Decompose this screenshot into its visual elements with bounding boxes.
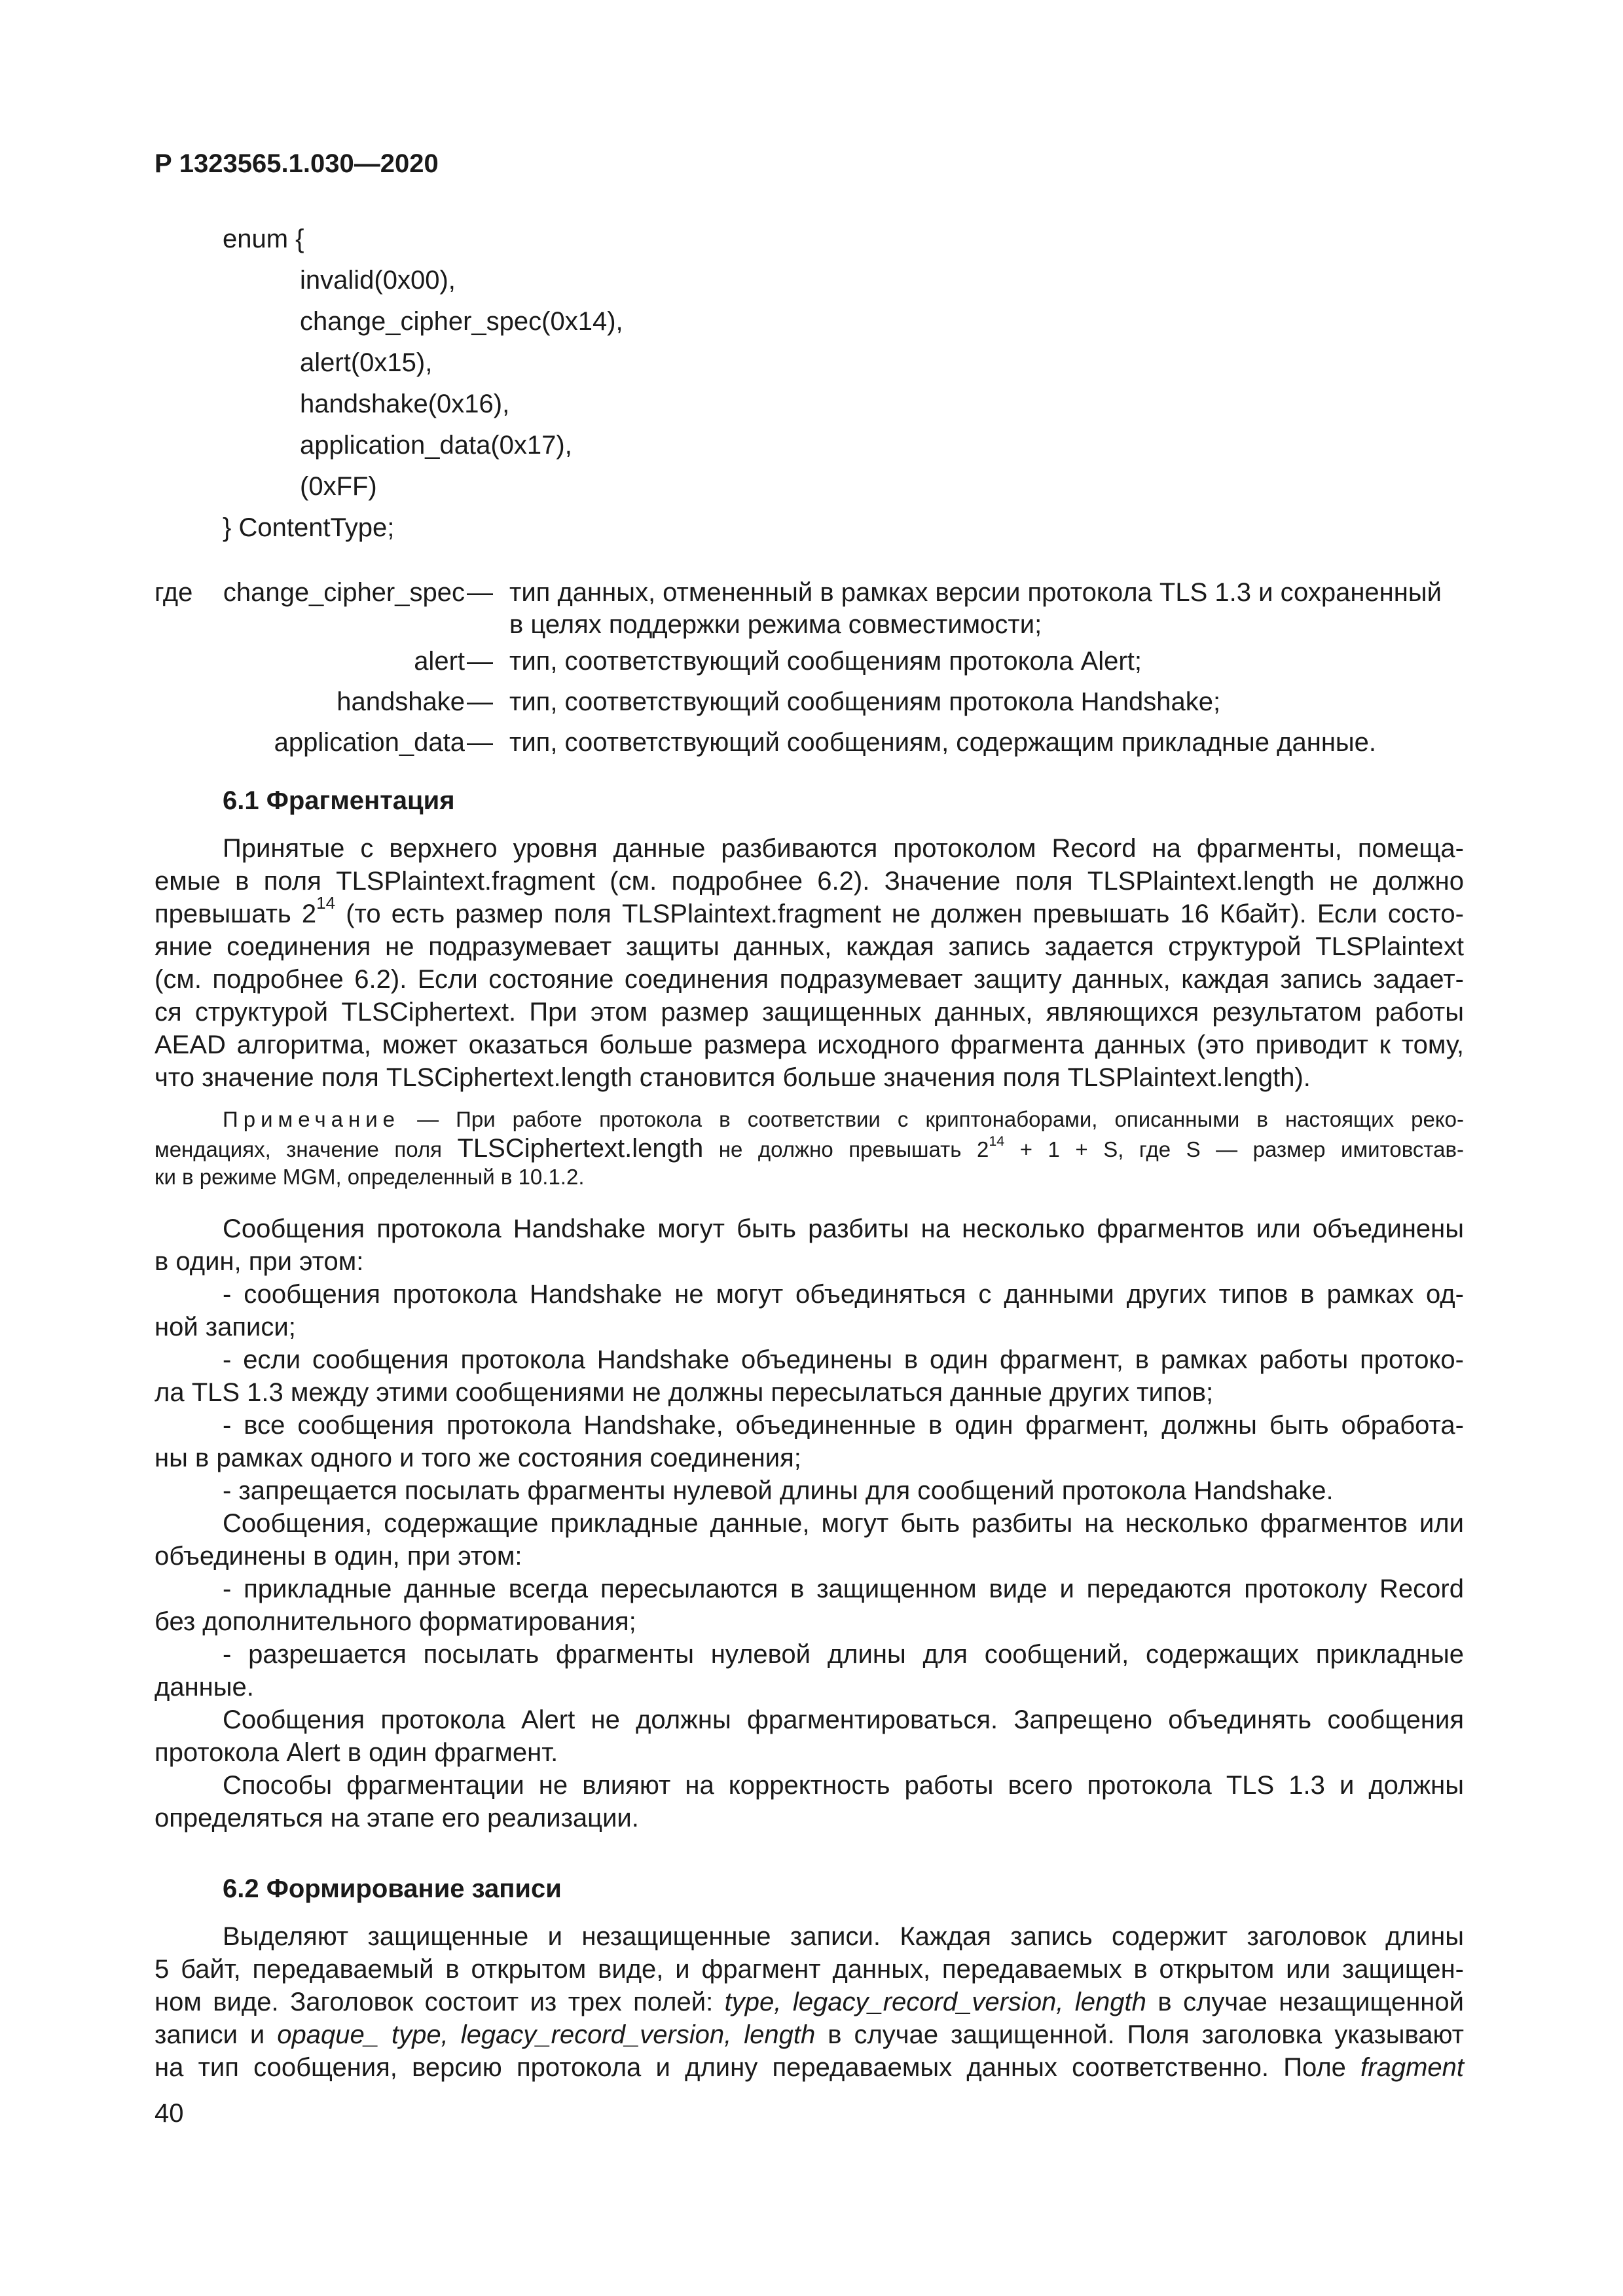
text-line: Примечание — При работе протокола в соответствии с криптонаборами, описанными в настоящих реко- xyxy=(223,1107,1464,1131)
section-61-paragraph xyxy=(155,832,1464,1094)
definition-text: тип, соответствующий сообщениям протокола Handshake; xyxy=(509,687,1221,716)
definition-term: handshake xyxy=(337,687,465,716)
text-line: ла TLS 1.3 между этими сообщениями не должны пересылаться данные других типов; xyxy=(155,1378,1214,1407)
text-line: на тип сообщения, версию протокола и длину передаваемых данных соответственно. Поле fragment xyxy=(155,2053,1464,2082)
section-62-paragraph xyxy=(155,1920,1464,2084)
text-line: Принятые с верхнего уровня данные разбиваются протоколом Record на фрагменты, помеща- xyxy=(223,834,1464,863)
text-line: ны в рамках одного и того же состояния соединения; xyxy=(155,1444,801,1472)
code-line: invalid(0x00), xyxy=(300,266,456,295)
text-line: данные. xyxy=(155,1673,254,1702)
definition-term: change_cipher_spec xyxy=(223,578,465,607)
text-line: Сообщения протокола Handshake могут быть разбиты на несколько фрагментов или объединены xyxy=(223,1214,1464,1243)
text-line: ся структурой TLSCiphertext. При этом размер защищенных данных, являющихся результатом работы xyxy=(155,998,1464,1027)
note-paragraph xyxy=(155,1105,1464,1192)
text-line: ки в режиме MGM, определенный в 10.1.2. xyxy=(155,1165,585,1189)
text-line: (см. подробнее 6.2). Если состояние соединения подразумевает защиту данных, каждая запись задает- xyxy=(155,965,1464,994)
code-line: application_data(0x17), xyxy=(300,431,572,460)
definition-text: тип, соответствующий сообщениям протокола Alert; xyxy=(509,647,1142,676)
text-line: ном виде. Заголовок состоит из трех полей: type, legacy_record_version, length в случае незащищенной xyxy=(155,1988,1464,2016)
definition-text: тип данных, отмененный в рамках версии протокола TLS 1.3 и сохраненный xyxy=(509,578,1442,607)
definition-dash: — xyxy=(467,687,493,716)
text-line: AEAD алгоритма, может оказаться больше размера исходного фрагмента данных (это приводит к тому, xyxy=(155,1030,1464,1059)
text-line: ной записи; xyxy=(155,1313,296,1341)
text-line: в один, при этом: xyxy=(155,1247,364,1276)
definition-term: alert xyxy=(414,647,465,676)
code-line: alert(0x15), xyxy=(300,348,433,377)
definitions-intro: где xyxy=(155,578,193,607)
text-line: определяться на этапе его реализации. xyxy=(155,1804,639,1832)
code-line: (0xFF) xyxy=(300,472,377,501)
text-line: записи и opaque_ type, legacy_record_version, length в случае защищенной. Поля заголовка указывают xyxy=(155,2020,1464,2049)
code-line: enum { xyxy=(223,225,304,253)
text-line: 5 байт, передаваемый в открытом виде, и фрагмент данных, передаваемых в открытом или защищен- xyxy=(155,1955,1464,1984)
code-line: change_cipher_spec(0x14), xyxy=(300,307,623,336)
list-item: - все сообщения протокола Handshake, объединенные в один фрагмент, должны быть обработа- xyxy=(223,1411,1464,1440)
list-item: - запрещается посылать фрагменты нулевой длины для сообщений протокола Handshake. xyxy=(223,1476,1334,1505)
text-line: Способы фрагментации не влияют на корректность работы всего протокола TLS 1.3 и должны xyxy=(223,1771,1464,1800)
list-item: - разрешается посылать фрагменты нулевой длины для сообщений, содержащих прикладные xyxy=(223,1640,1464,1669)
note-label: Примечание xyxy=(223,1107,401,1131)
definition-text: тип, соответствующий сообщениям, содержащим прикладные данные. xyxy=(509,728,1377,757)
text-line: что значение поля TLSCiphertext.length становится больше значения поля TLSPlaintext.length). xyxy=(155,1063,1311,1092)
text-line: яние соединения не подразумевает защиты данных, каждая запись задается структурой TLSPlaintext xyxy=(155,932,1464,961)
definition-dash: — xyxy=(467,728,493,757)
text-line: Сообщения протокола Alert не должны фрагментироваться. Запрещено объединять сообщения xyxy=(223,1705,1464,1734)
text-line: Выделяют защищенные и незащищенные записи. Каждая запись содержит заголовок длины xyxy=(223,1922,1464,1951)
text-line: объединены в один, при этом: xyxy=(155,1542,522,1571)
list-item: - прикладные данные всегда пересылаются в защищенном виде и передаются протоколу Record xyxy=(223,1575,1464,1603)
document-id: Р 1323565.1.030—2020 xyxy=(155,149,439,178)
definition-dash: — xyxy=(467,578,493,607)
section-heading: 6.2 Формирование записи xyxy=(223,1874,562,1903)
list-item: - сообщения протокола Handshake не могут объединяться с данными других типов в рамках од- xyxy=(223,1280,1464,1309)
definition-term: application_data xyxy=(274,728,465,757)
text-line: протокола Alert в один фрагмент. xyxy=(155,1738,558,1767)
definition-text: в целях поддержки режима совместимости; xyxy=(509,610,1042,639)
text-line: мендациях, значение поля TLSCiphertext.length не должно превышать $2^{14} + 1 + S$, где S — размер имитовстав- xyxy=(155,1133,1464,1163)
text-line: емые в поля TLSPlaintext.fragment (см. подробнее 6.2). Значение поля TLSPlaintext.length не должно xyxy=(155,867,1464,896)
section-heading: 6.1 Фрагментация xyxy=(223,786,455,815)
text-line: Сообщения, содержащие прикладные данные, могут быть разбиты на несколько фрагментов или xyxy=(223,1509,1464,1538)
text-line: превышать $2^{14}$ (то есть размер поля TLSPlaintext.fragment не должен превышать 16 Кбайт). Если состо- xyxy=(155,893,1464,928)
handshake-paragraph xyxy=(155,1212,1464,1834)
text-line: без дополнительного форматирования; xyxy=(155,1607,636,1636)
list-item: - если сообщения протокола Handshake объединены в один фрагмент, в рамках работы протоко- xyxy=(223,1345,1464,1374)
definition-dash: — xyxy=(467,647,493,676)
code-line: handshake(0x16), xyxy=(300,390,510,418)
code-line: } ContentType; xyxy=(223,513,395,542)
page-number: 40 xyxy=(155,2099,184,2128)
